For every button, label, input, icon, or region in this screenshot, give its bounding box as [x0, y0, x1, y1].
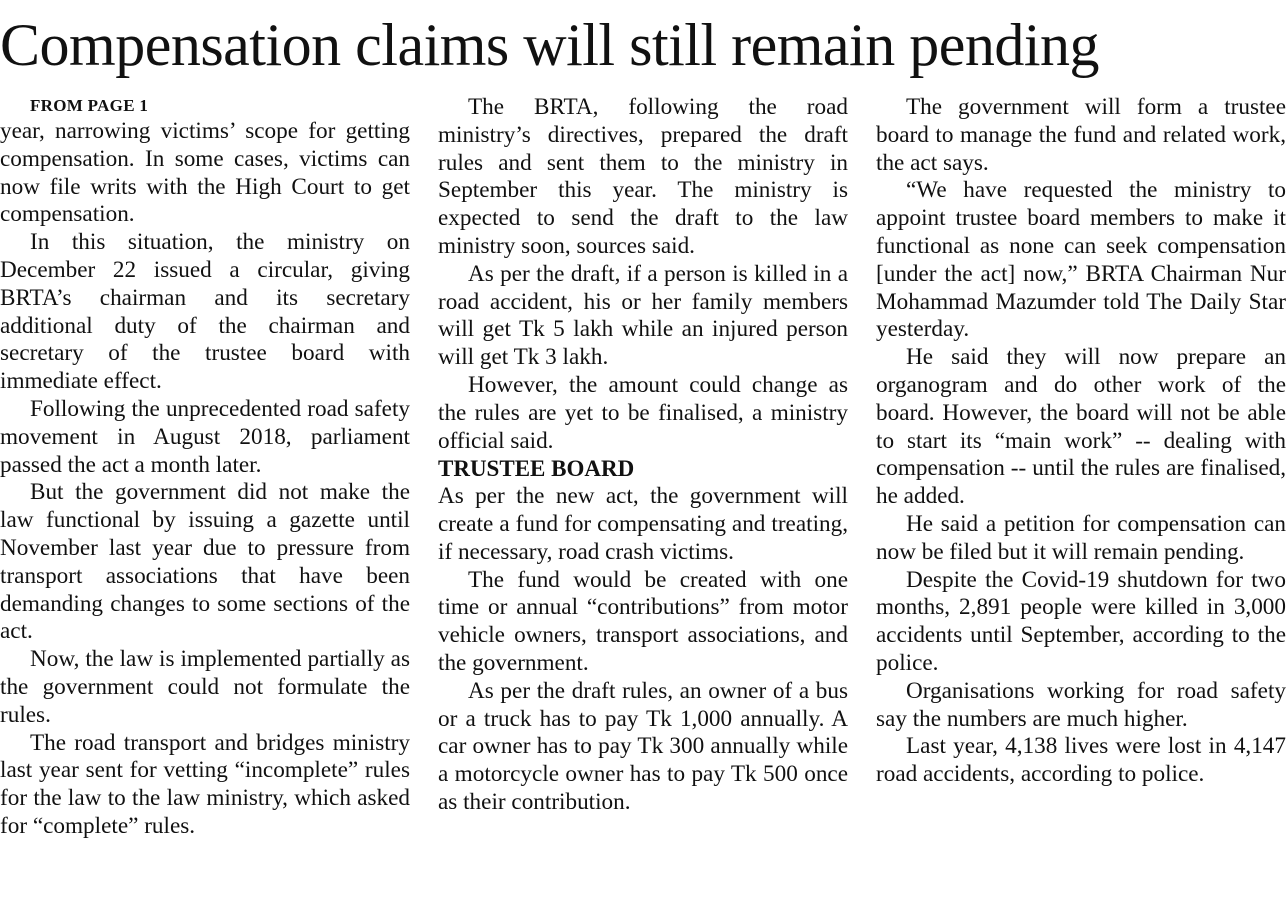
paragraph: Last year, 4,138 lives were lost in 4,147 road accidents, according to police.: [876, 733, 1286, 788]
paragraph: As per the draft rules, an owner of a bus or a truck has to pay Tk 1,000 annually. A car owner has to pay Tk 300 annually while a motorcycle owner has to pay Tk 500 once as their contribution.: [438, 677, 848, 815]
paragraph: The fund would be created with one time or annual “contributions” from motor vehicle owners, transport associations, and the government.: [438, 566, 848, 676]
paragraph: Despite the Covid-19 shutdown for two months, 2,891 people were killed in 3,000 accidents until September, according to the police.: [876, 566, 1286, 676]
paragraph: The BRTA, following the road ministry’s directives, prepared the draft rules and sent them to the ministry in September this year. The ministry is expected to send the draft to the law ministry soon, sources said.: [438, 94, 848, 259]
paragraph: He said a petition for compensation can now be filed but it will remain pending.: [876, 510, 1286, 565]
headline: Compensation claims will still remain pending: [0, 12, 1100, 78]
paragraph: Organisations working for road safety say the numbers are much higher.: [876, 677, 1286, 732]
paragraph: In this situation, the ministry on December 22 issued a circular, giving BRTA’s chairman and its secretary additional duty of the chairman and secretary of the trustee board with immediate effect.: [0, 229, 410, 395]
paragraph: However, the amount could change as the rules are yet to be finalised, a ministry official said.: [438, 371, 848, 454]
paragraph: But the government did not make the law functional by issuing a gazette until November last year due to pressure from transport associations that have been demanding changes to some sections of the act.: [0, 479, 410, 645]
paragraph: As per the draft, if a person is killed in a road accident, his or her family members will get Tk 5 lakh while an injured person will get Tk 3 lakh.: [438, 260, 848, 371]
paragraph: “We have requested the ministry to appoint trustee board members to make it functional as none can seek compensation [under the act] now,” BRTA Chairman Nur Mohammad Mazumder told The Daily Star yesterday.: [876, 177, 1286, 343]
paragraph: Following the unprecedented road safety movement in August 2018, parliament passed the act a month later.: [0, 395, 410, 478]
jump-line: FROM PAGE 1: [30, 96, 149, 115]
paragraph: As per the new act, the government will create a fund for compensating and treating, if necessary, road crash victims.: [438, 483, 848, 565]
paragraph: Now, the law is implemented partially as the government could not formulate the rules.: [0, 646, 410, 728]
article-column-1: [0, 94, 410, 841]
paragraph: year, narrowing victims’ scope for getting compensation. In some cases, victims can now file writs with the High Court to get compensation.: [0, 118, 410, 228]
paragraph: The road transport and bridges ministry last year sent for vetting “incomplete” rules for the law to the law ministry, which asked for “complete” rules.: [0, 729, 410, 839]
paragraph: He said they will now prepare an organogram and do other work of the board. However, the board will not be able to start its “main work” -- dealing with compensation -- until the rules are finalised, he added.: [876, 344, 1286, 510]
article-column-3: [876, 94, 1286, 789]
paragraph: The government will form a trustee board to manage the fund and related work, the act says.: [876, 94, 1286, 176]
subhead-trustee-board: TRUSTEE BOARD: [438, 456, 635, 482]
article-column-2: [438, 94, 848, 817]
